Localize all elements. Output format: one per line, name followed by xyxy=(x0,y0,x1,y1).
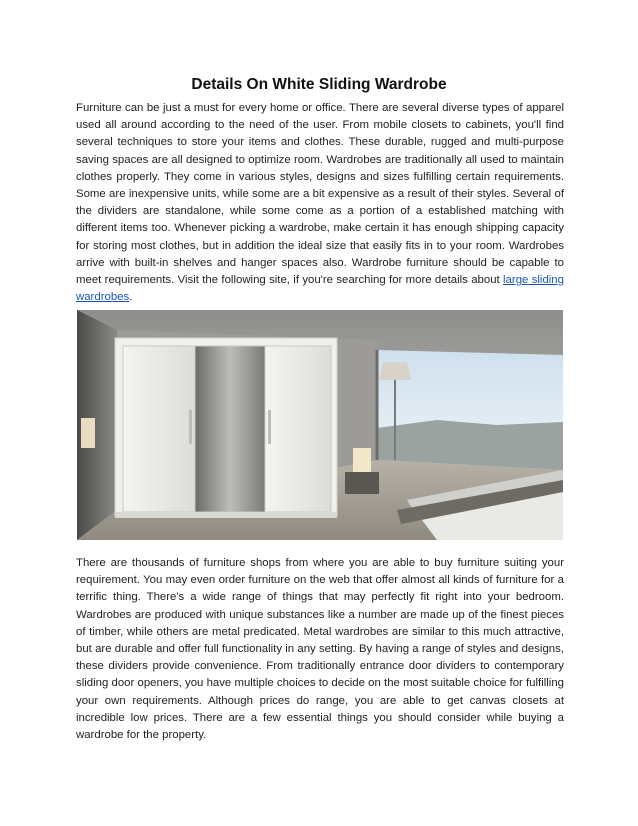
bedroom-wardrobe-photo xyxy=(77,310,563,540)
intro-paragraph-end: . xyxy=(129,291,133,304)
wardrobe-handle-right xyxy=(268,410,271,444)
document-title: Details On White Sliding Wardrobe xyxy=(191,76,447,93)
wardrobe-plinth xyxy=(115,512,337,518)
second-paragraph: There are thousands of furniture shops from where you are able to buy furniture suiting your requirement. You may even order furniture on the web that offer almost all kinds of furniture for a terrific thing. There's a wide range of things that may perfectly fit right into your bedroom. Wardrobes are produced with unique substances like a number are made up of the finest pieces of timber, while others are metal predicated. Metal wardrobes are similar to this much attractive, but are durable and offer full functionality in any setting. By having a range of styles and designs, these dividers provide convenience. From traditionally entrance door dividers to contemporary sliding door openers, you have multiple choices to decide on the most suitable choice for fulfilling your own requirements. Although prices do range, you are able to get canvas closets at incredible low prices. There are a few essential things you should consider while buying a wardrobe for the property. xyxy=(76,557,564,742)
intro-paragraph-text: Furniture can be just a must for every home or office. There are several diverse types of apparel used all around according to the need of the user. From mobile closets to cabinets, you'll find several techniques to store your items and clothes. These durable, rugged and multi-purpose saving spaces are all designed to optimize room. Wardrobes are traditionally all used to maintain clothes properly. They come in various styles, designs and sizes fulfilling certain requirements. Some are inexpensive units, while some are a bit expensive as a result of their styles. Several of the dividers are standalone, while some come as a portion of a established matching with different items too. Whenever picking a wardrobe, make certain it has enough shipping capacity for storing most clothes, but in addition the ideal size that easily fits in to your room. Wardrobes arrive with built-in shelves and hanger spaces also. Wardrobe furniture should be capable to meet requirements. Visit the following site, if you're searching for more details about xyxy=(76,102,564,287)
wardrobe-left-door xyxy=(123,346,195,512)
wardrobe-handle-left xyxy=(189,410,192,444)
bedside-table xyxy=(345,472,379,494)
wardrobe-right-door xyxy=(265,346,331,512)
left-lamp-shade xyxy=(81,418,95,448)
intro-paragraph xyxy=(76,100,564,306)
bedside-lamp xyxy=(353,448,371,472)
floor-lamp-shade xyxy=(379,362,411,380)
wardrobe-mirror-door xyxy=(195,346,265,512)
large-sliding-wardrobes-link[interactable]: large sliding wardrobes xyxy=(76,274,564,304)
